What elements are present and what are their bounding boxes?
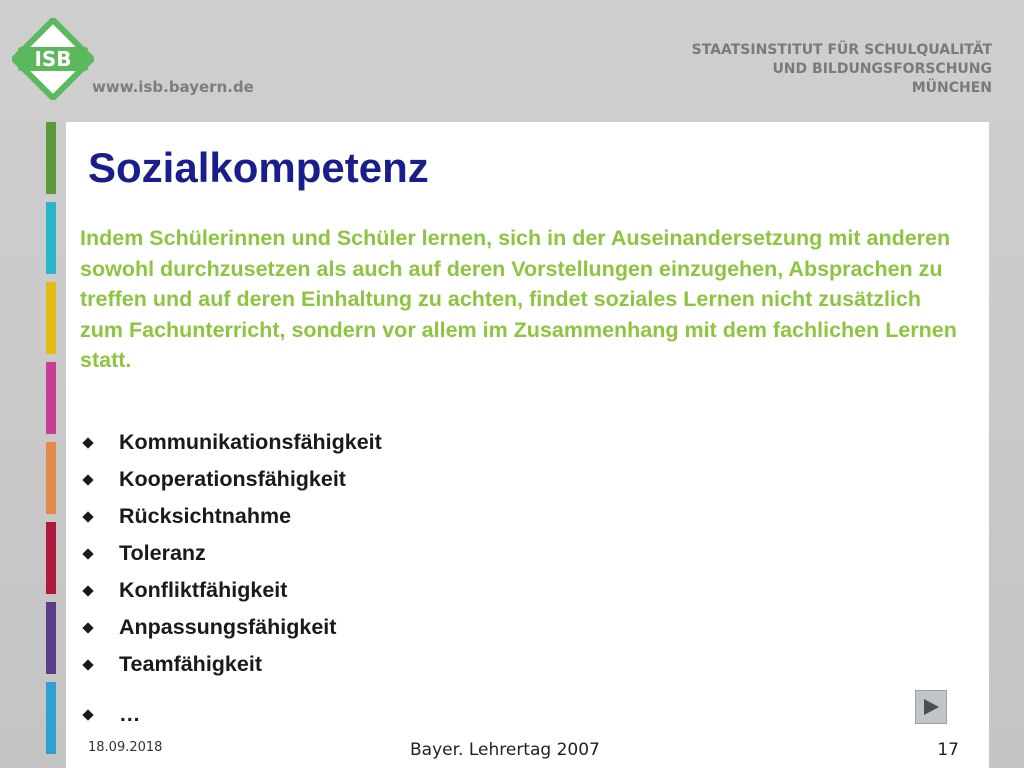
- list-item: [80, 461, 382, 498]
- logo-text: ISB: [34, 47, 72, 71]
- list-item: [80, 535, 382, 572]
- diamond-bullet-icon: [82, 659, 93, 670]
- diamond-bullet-icon: [82, 437, 93, 448]
- stripe-purple: [46, 602, 56, 674]
- stripe-cyan: [46, 202, 56, 274]
- color-stripes: [46, 122, 56, 762]
- list-item: [80, 696, 382, 733]
- next-slide-button[interactable]: [915, 690, 947, 724]
- list-item-label: Toleranz: [119, 541, 206, 565]
- logo-url: www.isb.bayern.de: [92, 78, 254, 96]
- institute-line: UND BILDUNGSFORSCHUNG: [772, 61, 992, 77]
- list-item-label: Rücksichtnahme: [119, 504, 292, 528]
- list-item-label: Teamfähigkeit: [119, 652, 262, 676]
- list-item-label: Kooperationsfähigkeit: [119, 467, 346, 491]
- diamond-bullet-icon: [82, 548, 93, 559]
- slide-panel: [66, 122, 989, 768]
- play-arrow-icon: [921, 697, 941, 717]
- stripe-blue: [46, 682, 56, 754]
- list-item-label: Konfliktfähigkeit: [119, 578, 288, 602]
- stripe-magenta: [46, 362, 56, 434]
- diamond-bullet-icon: [82, 585, 93, 596]
- intro-paragraph: Indem Schülerinnen und Schüler lernen, sich in der Auseinandersetzung mit anderen sowohl durchzusetzen als auch auf deren Vorstellungen einzugehen, Absprachen zu treffen und auf deren Einhaltung zu achten, findet soziales Lernen nicht zusätzlich zum Fachunterricht, sondern vor allem im Zusammenhang mit dem fachlichen Lernen statt.: [80, 226, 957, 372]
- list-item-label: Kommunikationsfähigkeit: [119, 430, 382, 454]
- footer-event: Bayer. Lehrertag 2007: [410, 740, 600, 760]
- list-item: [80, 609, 382, 646]
- diamond-bullet-icon: [82, 474, 93, 485]
- institute-line: MÜNCHEN: [911, 80, 992, 96]
- list-item: [80, 646, 382, 683]
- slide-title: Sozialkompetenz: [88, 144, 429, 191]
- list-item: [80, 424, 382, 461]
- diamond-bullet-icon: [82, 511, 93, 522]
- stripe-red: [46, 522, 56, 594]
- institute-name: [692, 41, 992, 98]
- stripe-green: [46, 122, 56, 194]
- bullet-list: [80, 424, 382, 733]
- stripe-orange: [46, 442, 56, 514]
- institute-line: STAATSINSTITUT FÜR SCHULQUALITÄT: [691, 42, 992, 58]
- list-item-label: Anpassungsfähigkeit: [119, 615, 337, 639]
- stripe-yellow: [46, 282, 56, 354]
- list-item: [80, 572, 382, 609]
- diamond-bullet-icon: [82, 622, 93, 633]
- list-item: [80, 498, 382, 535]
- page-number: 17: [937, 740, 959, 760]
- isb-logo: [12, 18, 94, 100]
- list-item-label: …: [119, 702, 141, 726]
- footer-date: 18.09.2018: [88, 740, 163, 755]
- diamond-bullet-icon: [82, 709, 93, 720]
